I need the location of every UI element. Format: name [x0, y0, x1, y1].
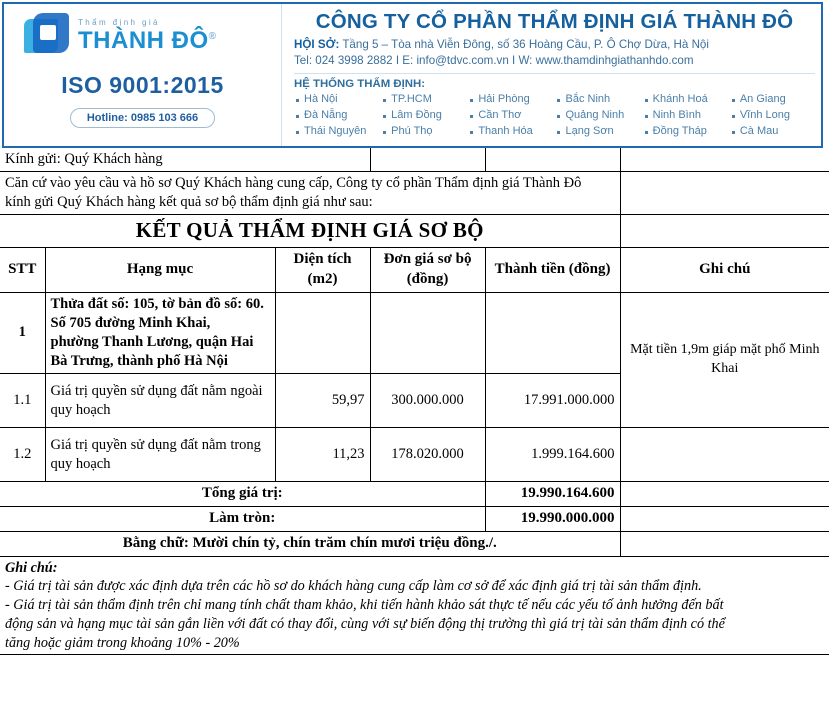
row-unit-price: [370, 292, 485, 374]
row-description: [45, 292, 275, 374]
empty-cell: [620, 172, 829, 215]
column-header-note: Ghi chú: [620, 248, 829, 293]
greeting-text: Kính gửi: Quý Khách hàng: [0, 148, 370, 172]
registered-trademark-icon: ®: [208, 31, 217, 42]
row-description: [45, 374, 275, 428]
branch-item: Vĩnh Long: [730, 108, 815, 124]
branch-item: Bắc Ninh: [555, 92, 640, 108]
branch-item: Cà Mau: [730, 124, 815, 140]
branch-item: Đà Nẵng: [294, 108, 379, 124]
row-unit-price: 300.000.000: [370, 374, 485, 428]
empty-cell: [370, 148, 485, 172]
total-label: Tổng giá trị:: [0, 482, 485, 507]
row-stt: 1: [0, 292, 45, 374]
banner-logo-panel: [4, 4, 282, 146]
row-description-line1: Thửa đất số: 105, tờ bản đồ số: 60. Số 705 đường Minh Khai,: [50, 295, 264, 331]
branch-item: Thái Nguyên: [294, 124, 379, 140]
company-letterhead-banner: [2, 2, 823, 148]
row-amount: 17.991.000.000: [485, 374, 620, 428]
branch-item: Cần Thơ: [468, 108, 553, 124]
empty-cell: [620, 148, 829, 172]
footnote-line-4: tăng hoặc giảm trong khoảng 10% - 20%: [5, 634, 240, 651]
branch-item: Hải Phòng: [468, 92, 553, 108]
intro-line-2: kính gửi Quý Khách hàng kết quả sơ bộ thẩm định giá như sau:: [5, 194, 373, 211]
footnote-line-1: - Giá trị tài sản được xác định dựa trên các hồ sơ do khách hàng cung cấp làm cơ sở để xác định giá trị tài sản thẩm định.: [5, 578, 702, 595]
row-amount: [485, 292, 620, 374]
row-area: [275, 292, 370, 374]
row-note: [620, 292, 829, 428]
column-header-area-line1: Diện tích: [293, 251, 352, 268]
row-area: 11,23: [275, 428, 370, 482]
column-header-item: Hạng mục: [45, 248, 275, 293]
row-description-line1: Giá trị quyền sử dụng đất nằm ngoài: [50, 382, 263, 399]
table-header-row: [0, 248, 829, 293]
rounded-total-row: [0, 506, 829, 531]
column-header-amount: Thành tiền (đồng): [485, 248, 620, 293]
intro-row: [0, 172, 829, 215]
branch-network-label: HỆ THỐNG THẨM ĐỊNH:: [294, 78, 425, 91]
column-header-unit-price-line1: Đơn giá sơ bộ: [383, 251, 472, 268]
row-stt: 1.1: [0, 374, 45, 428]
footnote-line-2: - Giá trị tài sản thẩm định trên chỉ mang tính chất tham khảo, khi tiến hành khảo sát thực tế nếu các yếu tố ảnh hưởng đến bất: [5, 597, 724, 614]
logo-brand-name: [78, 29, 217, 53]
branch-item: TP.HCM: [381, 92, 466, 108]
column-header-area: [275, 248, 370, 293]
footnote-line-3: động sản và hạng mục tài sản gắn liền với đất có thay đổi, cùng với sự biến động thị trường thì giá trị tài sản thẩm định có thể: [5, 615, 725, 632]
empty-cell: [485, 148, 620, 172]
empty-cell: [620, 531, 829, 556]
report-title-row: [0, 215, 829, 248]
row-description-line2: quy hoạch: [50, 401, 111, 418]
row-stt: 1.2: [0, 428, 45, 482]
row-unit-price: 178.020.000: [370, 428, 485, 482]
valuation-sheet: [0, 148, 829, 655]
row-description-line1: Giá trị quyền sử dụng đất nằm trong: [50, 436, 261, 453]
amount-in-words: Bằng chữ: Mười chín tỷ, chín trăm chín mươi triệu đồng./.: [0, 531, 620, 556]
company-name: CÔNG TY CỔ PHẦN THẨM ĐỊNH GIÁ THÀNH ĐÔ: [315, 10, 794, 33]
rounded-total-value: 19.990.000.000: [485, 506, 620, 531]
empty-cell: [620, 482, 829, 507]
empty-cell: [620, 506, 829, 531]
branch-item: Lạng Sơn: [555, 124, 640, 140]
head-office-address: [294, 37, 815, 53]
table-row-main: [0, 292, 829, 374]
head-office-label: HỘI SỞ:: [294, 38, 340, 51]
column-header-unit-price: [370, 248, 485, 293]
company-contact-line: Tel: 024 3998 2882 I E: info@tdvc.com.vn I W: www.thamdinhgiathanhdo.com: [294, 53, 694, 67]
column-header-stt: STT: [0, 248, 45, 293]
hotline-badge: Hotline: 0985 103 666: [70, 108, 215, 128]
thanh-do-logo-icon: [24, 13, 70, 59]
row-description-line2: quy hoạch: [50, 455, 111, 472]
rounded-total-label: Làm tròn:: [0, 506, 485, 531]
column-header-area-line2: (m2): [307, 270, 338, 287]
report-title: KẾT QUẢ THẨM ĐỊNH GIÁ SƠ BỘ: [0, 215, 620, 248]
row-amount: 1.999.164.600: [485, 428, 620, 482]
branch-item: Quảng Ninh: [555, 108, 640, 124]
header-divider: [294, 73, 815, 74]
branch-item: Phú Thọ: [381, 124, 466, 140]
banner-company-panel: [282, 4, 821, 146]
row-description-line2: phường Thanh Lương, quận Hai Bà Trưng, thành phố Hà Nội: [50, 333, 254, 370]
branch-item: Lâm Đồng: [381, 108, 466, 124]
empty-cell: [620, 428, 829, 482]
head-office-value: Tầng 5 – Tòa nhà Viễn Đông, số 36 Hoàng Cầu, P. Ô Chợ Dừa, Hà Nội: [342, 38, 709, 51]
intro-paragraph: [0, 172, 620, 215]
footnotes: [0, 556, 829, 655]
footnotes-title: Ghi chú:: [5, 559, 58, 576]
total-row: [0, 482, 829, 507]
row-note-line2: Khai: [711, 360, 739, 376]
branch-item: Khánh Hoá: [643, 92, 728, 108]
logo-tagline: Thẩm định giá: [78, 18, 160, 27]
logo-brand-text: THÀNH ĐÔ: [78, 27, 209, 54]
total-value: 19.990.164.600: [485, 482, 620, 507]
column-header-unit-price-line2: (đồng): [406, 270, 449, 287]
branch-list: [294, 92, 815, 139]
row-note-line1: Mặt tiền 1,9m giáp mặt phố Minh: [630, 342, 820, 358]
branch-item: Hà Nội: [294, 92, 379, 108]
row-description: [45, 428, 275, 482]
branch-item: Thanh Hóa: [468, 124, 553, 140]
greeting-row: [0, 148, 829, 172]
logo-lockup: [8, 10, 277, 62]
branch-item: Đồng Tháp: [643, 124, 728, 140]
row-area: 59,97: [275, 374, 370, 428]
branch-item: An Giang: [730, 92, 815, 108]
table-row: [0, 428, 829, 482]
intro-line-1: Căn cứ vào yêu cầu và hồ sơ Quý Khách hàng cung cấp, Công ty cổ phần Thẩm định giá Thành Đô: [5, 175, 582, 192]
logo-wordmark: [78, 19, 217, 53]
iso-certification-label: ISO 9001:2015: [61, 72, 224, 98]
footnotes-row: [0, 556, 829, 655]
amount-in-words-row: [0, 531, 829, 556]
branch-item: Ninh Bình: [643, 108, 728, 124]
empty-cell: [620, 215, 829, 248]
